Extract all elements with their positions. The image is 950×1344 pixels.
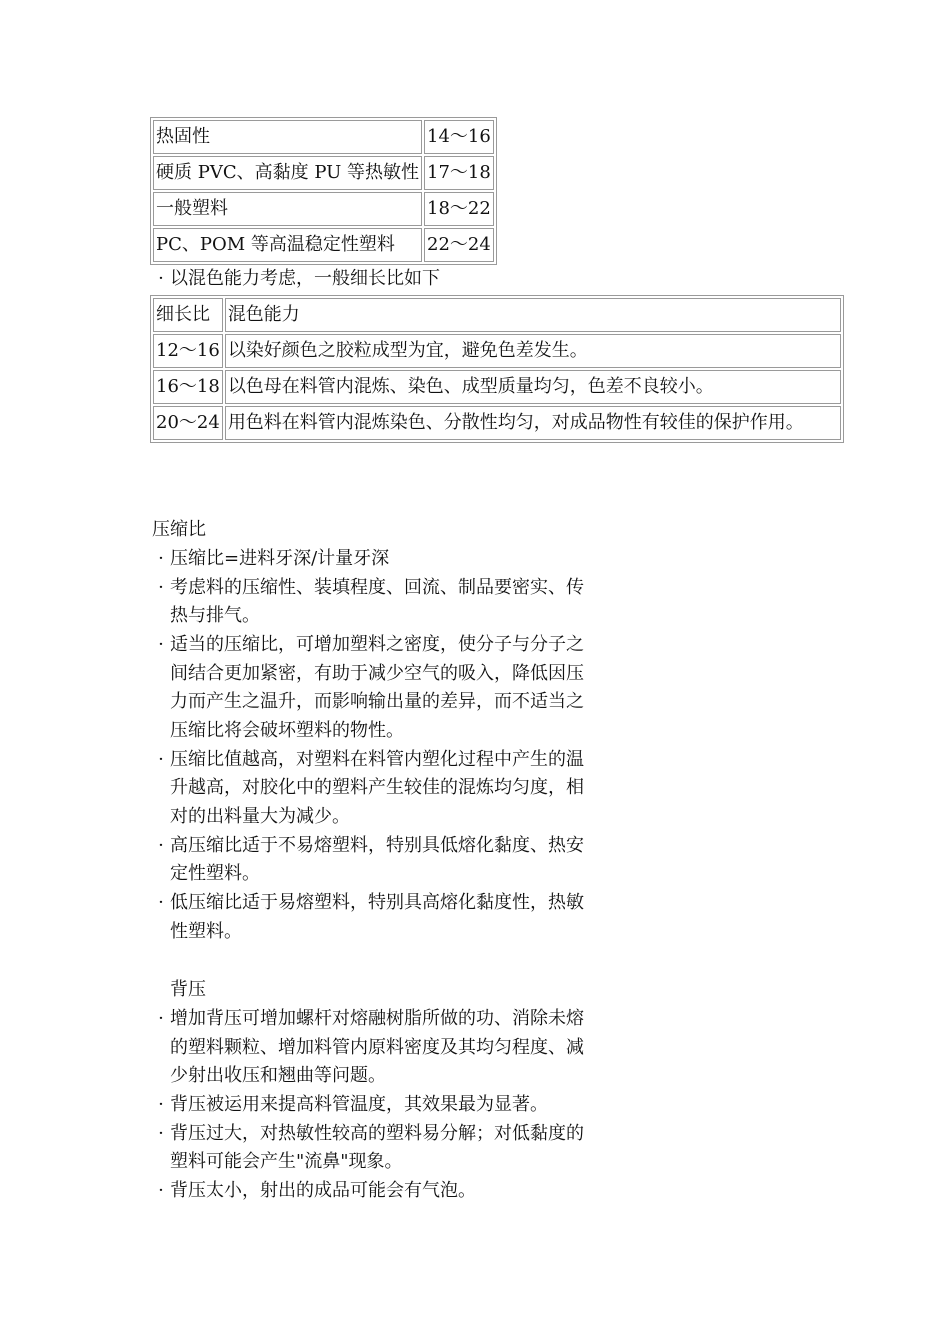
backpressure-bullet-line: 的塑料颗粒、增加料管内原料密度及其均匀程度、减 [170,1037,584,1058]
bullet-dot: · [158,1180,164,1201]
backpressure-bullet-line: 塑料可能会产生"流鼻"现象。 [170,1151,403,1172]
table-cell: 以染好颜色之胶粒成型为宜，避免色差发生。 [225,334,841,368]
table-header-row [153,298,841,332]
table-row [153,192,494,226]
backpressure-bullet-line: 增加背压可增加螺杆对熔融树脂所做的功、消除未熔 [170,1008,584,1029]
compression-bullet-line: 考虑料的压缩性、装填程度、回流、制品要密实、传 [170,577,584,598]
bullet-dot: · [158,548,164,569]
backpressure-bullet-line: 少射出收压和翘曲等问题。 [170,1065,386,1086]
backpressure-heading: 背压 [170,979,206,1000]
compression-heading: 压缩比 [152,519,206,540]
table-cell: 18～22 [424,192,494,226]
compression-bullet-line: 对的出料量大为减少。 [170,806,350,827]
table-cell: 22～24 [424,228,494,262]
table-header-cell: 混色能力 [225,298,841,332]
bullet-dot: · [158,892,164,913]
compression-bullet-line: 适当的压缩比，可增加塑料之密度，使分子与分子之 [170,634,584,655]
compression-bullet-line: 高压缩比适于不易熔塑料，特别具低熔化黏度、热安 [170,835,584,856]
table-cell: 用色料在料管内混炼染色、分散性均匀，对成品物性有较佳的保护作用。 [225,406,841,440]
table-row [153,406,841,440]
table-header-cell: 细长比 [153,298,223,332]
compression-bullet-line: 间结合更加紧密，有助于减少空气的吸入，降低因压 [170,663,584,684]
compression-bullet-line: 性塑料。 [170,921,242,942]
table-row [153,370,841,404]
bullet-dot: · [158,1008,164,1029]
table-cell: 14～16 [424,120,494,154]
backpressure-bullet-line: 背压被运用来提高料管温度，其效果最为显著。 [170,1094,548,1115]
bullet-dot: · [158,577,164,598]
table-cell: 以色母在料管内混炼、染色、成型质量均匀，色差不良较小。 [225,370,841,404]
mixing-intro-text: 以混色能力考虑，一般细长比如下 [170,268,440,289]
table-cell: 12～16 [153,334,223,368]
table-cell: 一般塑料 [153,192,422,226]
compression-bullet-line: 压缩比=进料牙深/计量牙深 [170,548,390,569]
table-cell: 17～18 [424,156,494,190]
table-row [153,334,841,368]
backpressure-bullet-line: 背压太小，射出的成品可能会有气泡。 [170,1180,476,1201]
table-row [153,120,494,154]
bullet-dot: · [158,749,164,770]
compression-bullet-line: 升越高，对胶化中的塑料产生较佳的混炼均匀度，相 [170,777,584,798]
backpressure-bullet-line: 背压过大，对热敏性较高的塑料易分解；对低黏度的 [170,1123,584,1144]
table-cell: 热固性 [153,120,422,154]
compression-bullet-line: 低压缩比适于易熔塑料，特别具高熔化黏度性，热敏 [170,892,584,913]
table-cell: 20～24 [153,406,223,440]
bullet-dot: · [158,835,164,856]
mixing-capability-table [150,295,844,443]
bullet-dot: · [158,1094,164,1115]
table-cell: PC、POM 等高温稳定性塑料 [153,228,422,262]
table-row [153,156,494,190]
compression-bullet-line: 热与排气。 [170,605,260,626]
compression-bullet-line: 压缩比将会破坏塑料的物性。 [170,720,404,741]
table-cell: 16～18 [153,370,223,404]
slenderness-table [150,117,497,265]
table-row [153,228,494,262]
table-cell: 硬质 PVC、高黏度 PU 等热敏性 [153,156,422,190]
compression-bullet-line: 压缩比值越高，对塑料在料管内塑化过程中产生的温 [170,749,584,770]
compression-bullet-line: 力而产生之温升，而影响输出量的差异，而不适当之 [170,691,584,712]
bullet-dot: · [158,1123,164,1144]
compression-bullet-line: 定性塑料。 [170,863,260,884]
bullet-dot: · [158,634,164,655]
bullet-dot: · [158,268,164,289]
